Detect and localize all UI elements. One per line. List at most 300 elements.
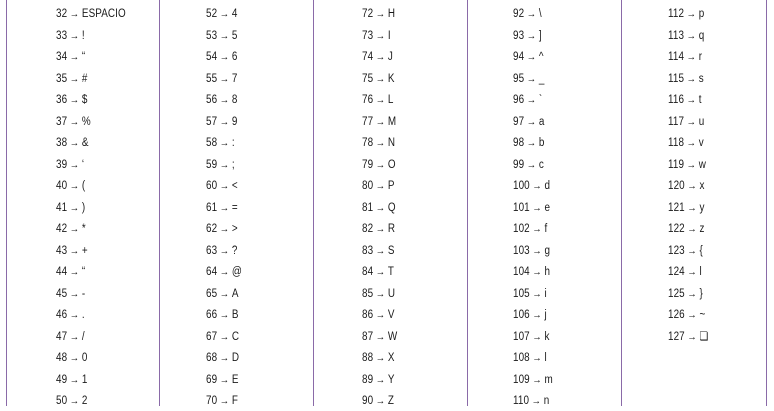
ascii-char: P (387, 180, 395, 192)
arrow-right-icon: → (686, 8, 697, 20)
ascii-entry (56, 69, 87, 89)
ascii-entry (513, 133, 544, 153)
ascii-column-5 (621, 0, 767, 406)
ascii-entry (513, 26, 542, 46)
arrow-right-icon: → (219, 8, 230, 20)
arrow-right-icon: → (219, 94, 230, 106)
ascii-char: ❏ (699, 330, 709, 343)
ascii-code: 69 (206, 373, 218, 386)
ascii-code: 118 (668, 137, 685, 149)
ascii-char: H (387, 8, 396, 20)
ascii-char: . (81, 309, 85, 321)
ascii-char: } (699, 287, 703, 300)
ascii-entry (668, 133, 704, 153)
arrow-right-icon: → (69, 180, 80, 192)
ascii-code: 68 (206, 352, 218, 364)
arrow-right-icon: → (687, 330, 697, 343)
arrow-right-icon: → (532, 352, 542, 364)
ascii-column-4 (467, 0, 621, 406)
ascii-char: _ (538, 72, 545, 85)
ascii-char: E (231, 373, 239, 386)
ascii-code: 36 (56, 94, 68, 106)
ascii-entry (668, 305, 705, 325)
ascii-entry (206, 284, 239, 304)
arrow-right-icon: → (526, 8, 537, 20)
ascii-char: F (231, 395, 239, 407)
ascii-code: 39 (56, 158, 68, 171)
ascii-entry (206, 198, 238, 218)
ascii-entry (668, 219, 705, 239)
ascii-char: O (387, 158, 396, 171)
ascii-code: 96 (513, 94, 525, 106)
arrow-right-icon: → (375, 94, 386, 106)
ascii-code: 67 (206, 330, 218, 343)
ascii-entry (206, 47, 237, 67)
ascii-char: n (543, 395, 550, 407)
ascii-char: ^ (538, 51, 544, 63)
ascii-char: s (698, 72, 704, 85)
arrow-right-icon: → (375, 72, 386, 85)
ascii-entry (513, 155, 544, 175)
ascii-entry (206, 26, 237, 46)
arrow-right-icon: → (69, 266, 80, 278)
ascii-entry (668, 26, 704, 46)
arrow-right-icon: → (687, 201, 697, 214)
ascii-entry (206, 391, 238, 411)
arrow-right-icon: → (375, 201, 386, 214)
ascii-char: @ (231, 266, 243, 278)
ascii-entry (513, 262, 550, 282)
ascii-entry (362, 155, 396, 175)
ascii-entry (362, 327, 397, 347)
ascii-code: 79 (362, 158, 374, 171)
ascii-code: 107 (513, 330, 530, 343)
arrow-right-icon: → (375, 137, 386, 149)
arrow-right-icon: → (219, 29, 230, 42)
ascii-code: 92 (513, 8, 525, 20)
ascii-entry (56, 155, 84, 175)
ascii-entry (206, 305, 239, 325)
ascii-char: 0 (81, 352, 88, 364)
ascii-entry (362, 69, 395, 89)
ascii-char: > (231, 223, 238, 235)
ascii-code: 78 (362, 137, 374, 149)
ascii-char: j (544, 309, 547, 321)
ascii-entry (513, 284, 547, 304)
arrow-right-icon: → (375, 8, 386, 20)
ascii-char: m (544, 373, 553, 386)
arrow-right-icon: → (526, 29, 537, 42)
arrow-right-icon: → (69, 352, 80, 364)
ascii-char: K (387, 72, 395, 85)
ascii-char: A (231, 287, 239, 300)
ascii-char: D (231, 352, 240, 364)
ascii-entry (668, 47, 702, 67)
arrow-right-icon: → (219, 115, 230, 128)
ascii-code: 97 (513, 115, 525, 128)
ascii-entry (362, 47, 393, 67)
ascii-code: 50 (56, 395, 68, 407)
ascii-entry (362, 219, 395, 239)
ascii-char: z (699, 223, 705, 235)
arrow-right-icon: → (69, 287, 80, 300)
ascii-entry (668, 327, 708, 347)
ascii-entry (362, 262, 394, 282)
ascii-char: - (81, 287, 86, 300)
ascii-char: X (387, 352, 395, 364)
arrow-right-icon: → (686, 115, 697, 128)
ascii-entry (56, 47, 85, 67)
arrow-right-icon: → (686, 94, 697, 106)
ascii-table (6, 0, 767, 406)
arrow-right-icon: → (219, 373, 230, 386)
arrow-right-icon: → (531, 395, 542, 407)
ascii-code: 74 (362, 51, 374, 63)
ascii-code: 119 (668, 158, 685, 171)
ascii-code: 45 (56, 287, 68, 300)
ascii-code: 75 (362, 72, 374, 85)
ascii-code: 87 (362, 330, 374, 343)
arrow-right-icon: → (69, 373, 80, 386)
ascii-char: g (544, 244, 551, 257)
ascii-code: 122 (668, 223, 685, 235)
ascii-entry (56, 241, 88, 261)
ascii-code: 102 (513, 223, 530, 235)
ascii-char: i (544, 287, 547, 300)
ascii-entry (56, 305, 85, 325)
ascii-entry (668, 155, 706, 175)
ascii-entry (56, 26, 85, 46)
arrow-right-icon: → (375, 180, 386, 192)
ascii-code: 70 (206, 395, 218, 407)
ascii-entry (206, 155, 235, 175)
arrow-right-icon: → (69, 330, 80, 343)
ascii-code: 112 (668, 8, 685, 20)
ascii-entry (206, 241, 237, 261)
ascii-code: 61 (206, 201, 218, 214)
arrow-right-icon: → (69, 309, 80, 321)
ascii-char: u (698, 115, 705, 128)
ascii-entry (362, 348, 395, 368)
ascii-entry (513, 348, 547, 368)
arrow-right-icon: → (532, 330, 542, 343)
ascii-code: 89 (362, 373, 374, 386)
arrow-right-icon: → (219, 51, 230, 63)
ascii-char: 4 (231, 8, 238, 20)
arrow-right-icon: → (687, 287, 697, 300)
ascii-entry (668, 90, 702, 110)
ascii-char: V (387, 309, 395, 321)
ascii-code: 81 (362, 201, 374, 214)
arrow-right-icon: → (69, 201, 80, 214)
ascii-code: 57 (206, 115, 218, 128)
ascii-code: 41 (56, 201, 68, 214)
ascii-char: x (699, 180, 705, 192)
ascii-entry (56, 176, 85, 196)
ascii-entry (56, 327, 85, 347)
ascii-code: 63 (206, 244, 218, 257)
ascii-entry (56, 90, 87, 110)
arrow-right-icon: → (219, 330, 230, 343)
ascii-code: 37 (56, 115, 68, 128)
arrow-right-icon: → (69, 94, 80, 106)
ascii-code: 56 (206, 94, 218, 106)
ascii-entry (513, 176, 550, 196)
ascii-char: Z (387, 395, 395, 407)
ascii-entry (513, 391, 549, 411)
ascii-entry (513, 327, 550, 347)
ascii-char: = (231, 201, 238, 214)
ascii-code: 58 (206, 137, 218, 149)
arrow-right-icon: → (375, 287, 386, 300)
ascii-entry (362, 26, 391, 46)
ascii-char: r (698, 51, 703, 63)
ascii-entry (362, 112, 396, 132)
ascii-entry (362, 90, 393, 110)
arrow-right-icon: → (219, 223, 230, 235)
ascii-entry (206, 133, 235, 153)
ascii-entry (206, 69, 237, 89)
ascii-code: 117 (668, 115, 685, 128)
ascii-code: 38 (56, 137, 68, 149)
arrow-right-icon: → (219, 244, 230, 257)
ascii-char: C (231, 330, 240, 343)
arrow-right-icon: → (526, 158, 537, 171)
arrow-right-icon: → (526, 51, 537, 63)
ascii-code: 35 (56, 72, 68, 85)
ascii-code: 104 (513, 266, 530, 278)
ascii-code: 49 (56, 373, 68, 386)
arrow-right-icon: → (686, 29, 697, 42)
arrow-right-icon: → (532, 266, 542, 278)
ascii-char: W (387, 330, 398, 343)
ascii-entry (513, 112, 544, 132)
ascii-char: w (698, 158, 706, 171)
arrow-right-icon: → (686, 51, 697, 63)
ascii-code: 105 (513, 287, 530, 300)
ascii-entry (668, 262, 702, 282)
ascii-entry (362, 391, 394, 411)
arrow-right-icon: → (532, 180, 542, 192)
ascii-entry (513, 241, 550, 261)
ascii-code: 32 (56, 8, 68, 20)
arrow-right-icon: → (375, 395, 386, 407)
arrow-right-icon: → (219, 287, 230, 300)
ascii-entry (513, 305, 547, 325)
arrow-right-icon: → (687, 309, 697, 321)
ascii-code: 108 (513, 352, 530, 364)
ascii-code: 85 (362, 287, 374, 300)
ascii-char: l (544, 352, 547, 364)
arrow-right-icon: → (686, 72, 697, 85)
ascii-char: 2 (81, 395, 88, 407)
ascii-char: + (81, 244, 88, 257)
arrow-right-icon: → (69, 51, 80, 63)
ascii-char: Y (387, 373, 395, 386)
ascii-entry (206, 4, 237, 24)
ascii-entry (56, 262, 85, 282)
ascii-char: ESPACIO (81, 8, 126, 20)
ascii-code: 124 (668, 266, 685, 278)
ascii-code: 82 (362, 223, 374, 235)
arrow-right-icon: → (375, 244, 386, 257)
ascii-code: 94 (513, 51, 525, 63)
arrow-right-icon: → (687, 244, 697, 257)
ascii-code: 60 (206, 180, 218, 192)
ascii-char: * (81, 223, 86, 235)
ascii-code: 106 (513, 309, 530, 321)
ascii-entry (206, 176, 238, 196)
ascii-code: 76 (362, 94, 374, 106)
ascii-char: “ (81, 51, 86, 63)
ascii-column-2 (159, 0, 313, 406)
ascii-char: ? (231, 244, 238, 257)
arrow-right-icon: → (686, 158, 697, 171)
ascii-code: 88 (362, 352, 374, 364)
ascii-code: 113 (668, 29, 685, 42)
ascii-entry (56, 391, 87, 411)
ascii-char: e (544, 201, 551, 214)
ascii-code: 98 (513, 137, 525, 149)
ascii-column-3 (313, 0, 467, 406)
arrow-right-icon: → (219, 72, 230, 85)
ascii-entry (513, 4, 542, 24)
ascii-char: l (699, 266, 702, 278)
ascii-char: ] (538, 29, 542, 42)
ascii-char: I (387, 29, 391, 42)
ascii-char: \ (538, 8, 542, 20)
ascii-char: d (544, 180, 551, 192)
ascii-code: 95 (513, 72, 525, 85)
ascii-entry (668, 241, 703, 261)
ascii-char: J (387, 51, 393, 63)
ascii-code: 103 (513, 244, 530, 257)
ascii-char: y (699, 201, 705, 214)
ascii-entry (56, 4, 126, 24)
ascii-code: 114 (668, 51, 685, 63)
ascii-char: & (81, 137, 89, 149)
ascii-entry (56, 198, 85, 218)
ascii-code: 77 (362, 115, 374, 128)
ascii-entry (362, 4, 395, 24)
ascii-entry (206, 348, 239, 368)
ascii-code: 100 (513, 180, 530, 192)
ascii-char: h (544, 266, 551, 278)
ascii-column-1 (6, 0, 159, 406)
ascii-code: 120 (668, 180, 685, 192)
arrow-right-icon: → (375, 51, 386, 63)
ascii-char: 1 (81, 373, 88, 386)
arrow-right-icon: → (219, 158, 230, 171)
arrow-right-icon: → (532, 201, 542, 214)
ascii-code: 73 (362, 29, 374, 42)
ascii-code: 48 (56, 352, 68, 364)
arrow-right-icon: → (69, 223, 80, 235)
arrow-right-icon: → (69, 115, 80, 128)
ascii-entry (206, 262, 242, 282)
ascii-code: 43 (56, 244, 68, 257)
ascii-code: 54 (206, 51, 218, 63)
ascii-char: S (387, 244, 395, 257)
arrow-right-icon: → (532, 223, 542, 235)
arrow-right-icon: → (687, 266, 697, 278)
arrow-right-icon: → (219, 180, 230, 192)
ascii-entry (362, 198, 396, 218)
ascii-code: 44 (56, 266, 68, 278)
arrow-right-icon: → (375, 115, 386, 128)
arrow-right-icon: → (219, 309, 230, 321)
ascii-char: ` (538, 94, 543, 106)
ascii-code: 53 (206, 29, 218, 42)
ascii-code: 64 (206, 266, 218, 278)
ascii-code: 93 (513, 29, 525, 42)
ascii-entry (513, 90, 542, 110)
ascii-entry (668, 176, 705, 196)
arrow-right-icon: → (69, 158, 80, 171)
ascii-char: $ (81, 94, 88, 106)
ascii-entry (668, 4, 704, 24)
ascii-entry (668, 69, 704, 89)
arrow-right-icon: → (69, 244, 80, 257)
ascii-code: 55 (206, 72, 218, 85)
ascii-char: c (538, 158, 544, 171)
ascii-entry (362, 241, 395, 261)
ascii-char: ~ (699, 309, 706, 321)
ascii-entry (206, 370, 239, 390)
ascii-code: 46 (56, 309, 68, 321)
arrow-right-icon: → (687, 180, 697, 192)
ascii-char: M (387, 115, 397, 128)
ascii-char: ! (81, 29, 85, 42)
ascii-code: 62 (206, 223, 218, 235)
ascii-char: q (698, 29, 705, 42)
ascii-entry (56, 284, 85, 304)
ascii-entry (206, 112, 237, 132)
ascii-char: k (544, 330, 550, 343)
ascii-code: 34 (56, 51, 68, 63)
ascii-entry (56, 348, 87, 368)
ascii-code: 40 (56, 180, 68, 192)
ascii-entry (513, 47, 544, 67)
ascii-code: 65 (206, 287, 218, 300)
ascii-char: L (387, 94, 394, 106)
ascii-char: : (231, 137, 235, 149)
ascii-entry (56, 133, 89, 153)
arrow-right-icon: → (375, 266, 386, 278)
ascii-char: ) (81, 201, 86, 214)
ascii-code: 101 (513, 201, 530, 214)
arrow-right-icon: → (526, 94, 537, 106)
ascii-entry (362, 305, 395, 325)
arrow-right-icon: → (219, 395, 230, 407)
ascii-entry (206, 327, 239, 347)
arrow-right-icon: → (532, 373, 542, 386)
arrow-right-icon: → (375, 352, 386, 364)
ascii-code: 84 (362, 266, 374, 278)
ascii-char: R (387, 223, 396, 235)
arrow-right-icon: → (532, 244, 542, 257)
arrow-right-icon: → (532, 287, 542, 300)
ascii-entry (668, 112, 704, 132)
ascii-entry (668, 198, 705, 218)
ascii-char: 7 (231, 72, 238, 85)
ascii-char: { (699, 244, 703, 257)
ascii-char: v (698, 137, 704, 149)
ascii-char: < (231, 180, 238, 192)
ascii-code: 109 (513, 373, 530, 386)
arrow-right-icon: → (526, 137, 537, 149)
ascii-code: 83 (362, 244, 374, 257)
